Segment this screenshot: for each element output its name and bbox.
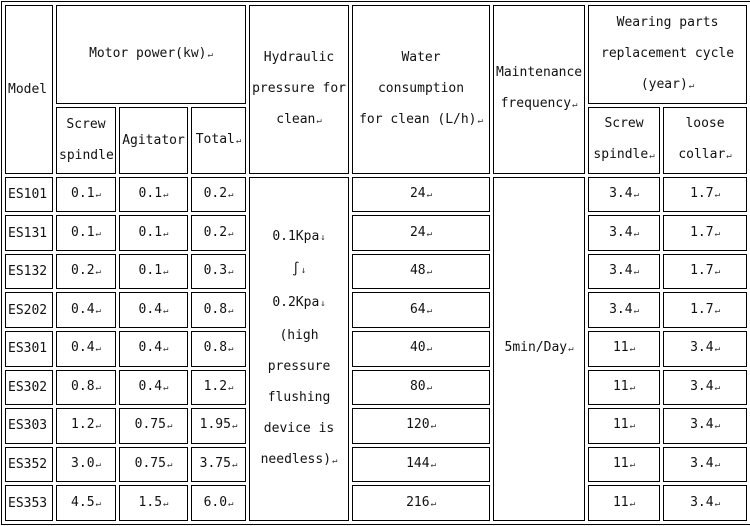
wear-screw-spindle-cell: 3.4↵	[588, 177, 660, 213]
agitator-power-cell: 0.75↵	[119, 408, 188, 444]
screw-spindle-power-cell: 0.1↵	[56, 215, 116, 251]
table-row	[5, 331, 747, 367]
loose-collar-cell: 1.7↵	[663, 254, 747, 290]
screw-spindle-power-cell: 0.1↵	[56, 177, 116, 213]
water-consumption-cell: 40↵	[352, 331, 490, 367]
water-consumption-cell: 216↵	[352, 485, 490, 521]
screw-spindle-power-cell: 0.4↵	[56, 292, 116, 328]
loose-collar-cell: 1.7↵	[663, 292, 747, 328]
total-power-cell: 1.95↵	[191, 408, 246, 444]
header-motor-power: Motor power(kw)↵	[56, 5, 246, 104]
spec-table	[1, 1, 750, 525]
loose-collar-cell: 3.4↵	[663, 408, 747, 444]
water-consumption-cell: 80↵	[352, 370, 490, 406]
wear-screw-spindle-cell: 3.4↵	[588, 254, 660, 290]
wear-screw-spindle-cell: 11↵	[588, 370, 660, 406]
model-cell: ES301	[5, 331, 53, 367]
wear-screw-spindle-cell: 11↵	[588, 408, 660, 444]
water-consumption-cell: 24↵	[352, 215, 490, 251]
table-row	[5, 215, 747, 251]
total-power-cell: 0.2↵	[191, 177, 246, 213]
total-power-cell: 1.2↵	[191, 370, 246, 406]
total-power-cell: 0.3↵	[191, 254, 246, 290]
water-consumption-cell: 64↵	[352, 292, 490, 328]
table-row	[5, 177, 747, 213]
table-row	[5, 292, 747, 328]
screw-spindle-power-cell: 0.4↵	[56, 331, 116, 367]
total-power-cell: 0.8↵	[191, 331, 246, 367]
screw-spindle-power-cell: 4.5↵	[56, 485, 116, 521]
agitator-power-cell: 0.75↵	[119, 447, 188, 483]
header-water-consumption: Water consumption for clean (L/h)↵	[352, 5, 490, 174]
screw-spindle-power-cell: 3.0↵	[56, 447, 116, 483]
table-row	[5, 370, 747, 406]
screw-spindle-power-cell: 0.8↵	[56, 370, 116, 406]
water-consumption-cell: 144↵	[352, 447, 490, 483]
header-model: Model	[5, 5, 53, 174]
header-total: Total↵	[191, 107, 246, 174]
model-cell: ES131	[5, 215, 53, 251]
header-loose-collar: loose collar↵	[663, 107, 747, 174]
loose-collar-cell: 3.4↵	[663, 485, 747, 521]
loose-collar-cell: 1.7↵	[663, 177, 747, 213]
wear-screw-spindle-cell: 11↵	[588, 485, 660, 521]
total-power-cell: 0.8↵	[191, 292, 246, 328]
wear-screw-spindle-cell: 3.4↵	[588, 292, 660, 328]
header-agitator: Agitator	[119, 107, 188, 174]
agitator-power-cell: 0.4↵	[119, 292, 188, 328]
table-row	[5, 485, 747, 521]
header-maintenance-frequency: Maintenance frequency↵	[493, 5, 585, 174]
header-wear-screw-spindle: Screw spindle↵	[588, 107, 660, 174]
wear-screw-spindle-cell: 3.4↵	[588, 215, 660, 251]
model-cell: ES101	[5, 177, 53, 213]
agitator-power-cell: 0.4↵	[119, 370, 188, 406]
model-cell: ES303	[5, 408, 53, 444]
loose-collar-cell: 3.4↵	[663, 370, 747, 406]
header-row-1	[5, 5, 747, 104]
table-row	[5, 254, 747, 290]
total-power-cell: 3.75↵	[191, 447, 246, 483]
water-consumption-cell: 24↵	[352, 177, 490, 213]
agitator-power-cell: 0.1↵	[119, 215, 188, 251]
loose-collar-cell: 3.4↵	[663, 447, 747, 483]
total-power-cell: 0.2↵	[191, 215, 246, 251]
screw-spindle-power-cell: 0.2↵	[56, 254, 116, 290]
agitator-power-cell: 1.5↵	[119, 485, 188, 521]
agitator-power-cell: 0.1↵	[119, 254, 188, 290]
agitator-power-cell: 0.1↵	[119, 177, 188, 213]
model-cell: ES132	[5, 254, 53, 290]
maintenance-frequency-value: 5min/Day↵	[493, 177, 585, 521]
header-wearing-parts: Wearing parts replacement cycle (year)↵	[588, 5, 747, 104]
water-consumption-cell: 120↵	[352, 408, 490, 444]
table-row	[5, 447, 747, 483]
header-screw-spindle: Screw spindle	[56, 107, 116, 174]
loose-collar-cell: 3.4↵	[663, 331, 747, 367]
model-cell: ES352	[5, 447, 53, 483]
table-row	[5, 408, 747, 444]
model-cell: ES202	[5, 292, 53, 328]
water-consumption-cell: 48↵	[352, 254, 490, 290]
header-hydraulic-pressure: Hydraulic pressure for clean↵	[249, 5, 349, 174]
loose-collar-cell: 1.7↵	[663, 215, 747, 251]
model-cell: ES353	[5, 485, 53, 521]
agitator-power-cell: 0.4↵	[119, 331, 188, 367]
wear-screw-spindle-cell: 11↵	[588, 447, 660, 483]
total-power-cell: 6.0↵	[191, 485, 246, 521]
screw-spindle-power-cell: 1.2↵	[56, 408, 116, 444]
model-cell: ES302	[5, 370, 53, 406]
hydraulic-pressure-value: 0.1Kpa↓ ∫↓ 0.2Kpa↓ (high pressure flushing device is needless)↵	[249, 177, 349, 521]
wear-screw-spindle-cell: 11↵	[588, 331, 660, 367]
